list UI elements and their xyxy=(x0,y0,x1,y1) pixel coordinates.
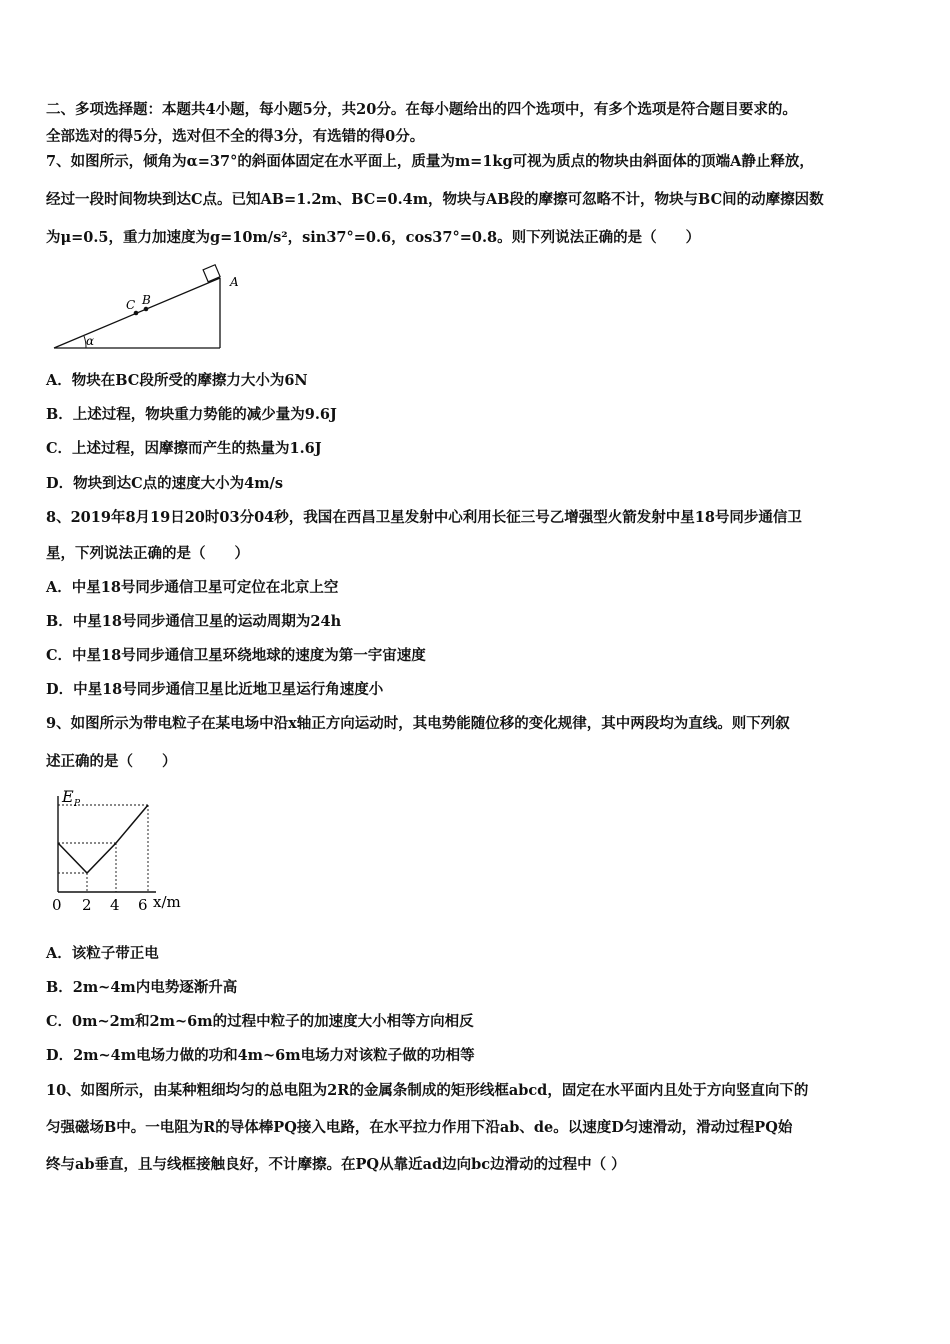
q7-incline-figure xyxy=(50,262,250,358)
q9-x-axis-label: x/m xyxy=(153,893,181,911)
q8-stem-line-2: 星，下列说法正确的是（ ） xyxy=(46,545,249,562)
q7-label-b: B xyxy=(142,293,151,307)
section-header-line-1: 二、多项选择题：本题共4小题，每小题5分，共20分。在每小题给出的四个选项中，有多个选项是符合题目要求的。 xyxy=(46,101,797,118)
q9-tick-2: 2 xyxy=(82,896,92,914)
q9-y-axis-subscript: P xyxy=(74,799,81,809)
q10-stem-line-3: 终与ab垂直，且与线框接触良好，不计摩擦。在PQ从靠近ad边向bc边滑动的过程中（ ） xyxy=(46,1156,626,1173)
q9-tick-4: 4 xyxy=(110,896,120,914)
q7-stem-line-1: 7、如图所示，倾角为α=37°的斜面体固定在水平面上，质量为m=1kg可视为质点的物块由斜面体的顶端A静止释放， xyxy=(46,153,814,170)
q10-stem-line-2: 匀强磁场B中。一电阻为R的导体棒PQ接入电路，在水平拉力作用下沿ab、de。以速度D匀速滑动，滑动过程PQ始 xyxy=(46,1119,793,1136)
q9-tick-6: 6 xyxy=(138,896,148,914)
q7-point-b xyxy=(144,307,149,312)
q9-option-c: C．0m~2m和2m~6m的过程中粒子的加速度大小相等方向相反 xyxy=(46,1013,474,1030)
q8-option-c: C．中星18号同步通信卫星环绕地球的速度为第一宇宙速度 xyxy=(46,647,426,664)
q7-label-c: C xyxy=(126,298,136,312)
q9-option-d: D．2m~4m电场力做的功和4m~6m电场力对该粒子做的功相等 xyxy=(46,1047,475,1064)
q9-stem-line-2: 述正确的是（ ） xyxy=(46,753,177,770)
q9-tick-0: 0 xyxy=(52,896,62,914)
q9-y-axis-label: E xyxy=(62,787,74,806)
q8-option-d: D．中星18号同步通信卫星比近地卫星运行角速度小 xyxy=(46,681,384,698)
section-header-line-2: 全部选对的得5分，选对但不全的得3分，有选错的得0分。 xyxy=(46,128,425,145)
q8-stem-line-1: 8、2019年8月19日20时03分04秒，我国在西昌卫星发射中心利用长征三号乙增强型火箭发射中星18号同步通信卫 xyxy=(46,509,802,526)
q8-option-a: A．中星18号同步通信卫星可定位在北京上空 xyxy=(46,579,339,596)
q9-stem-line-1: 9、如图所示为带电粒子在某电场中沿x轴正方向运动时，其电势能随位移的变化规律，其中两段均为直线。则下列叙 xyxy=(46,715,790,732)
q7-label-a: A xyxy=(230,275,239,289)
q7-stem-line-2: 经过一段时间物块到达C点。已知AB=1.2m、BC=0.4m，物块与AB段的摩擦可忽略不计，物块与BC间的动摩擦因数 xyxy=(46,191,824,208)
q7-stem-line-3: 为μ=0.5，重力加速度为g=10m/s²，sin37°=0.6，cos37°=0.8。则下列说法正确的是（ ） xyxy=(46,229,701,246)
q7-option-b: B．上述过程，物块重力势能的减少量为9.6J xyxy=(46,406,337,423)
q7-alpha-label: α xyxy=(86,334,95,348)
q7-option-a: A．物块在BC段所受的摩擦力大小为6N xyxy=(46,372,308,389)
q7-option-c: C．上述过程，因摩擦而产生的热量为1.6J xyxy=(46,440,322,457)
q7-option-d: D．物块到达C点的速度大小为4m/s xyxy=(46,475,284,492)
q9-graph-figure xyxy=(46,782,196,922)
q9-option-b: B．2m~4m内电势逐渐升高 xyxy=(46,979,238,996)
q9-option-a: A．该粒子带正电 xyxy=(46,945,159,962)
q8-option-b: B．中星18号同步通信卫星的运动周期为24h xyxy=(46,613,342,630)
q9-ep-curve xyxy=(58,805,148,873)
q10-stem-line-1: 10、如图所示，由某种粗细均匀的总电阻为2R的金属条制成的矩形线框abcd，固定在水平面内且处于方向竖直向下的 xyxy=(46,1082,809,1099)
